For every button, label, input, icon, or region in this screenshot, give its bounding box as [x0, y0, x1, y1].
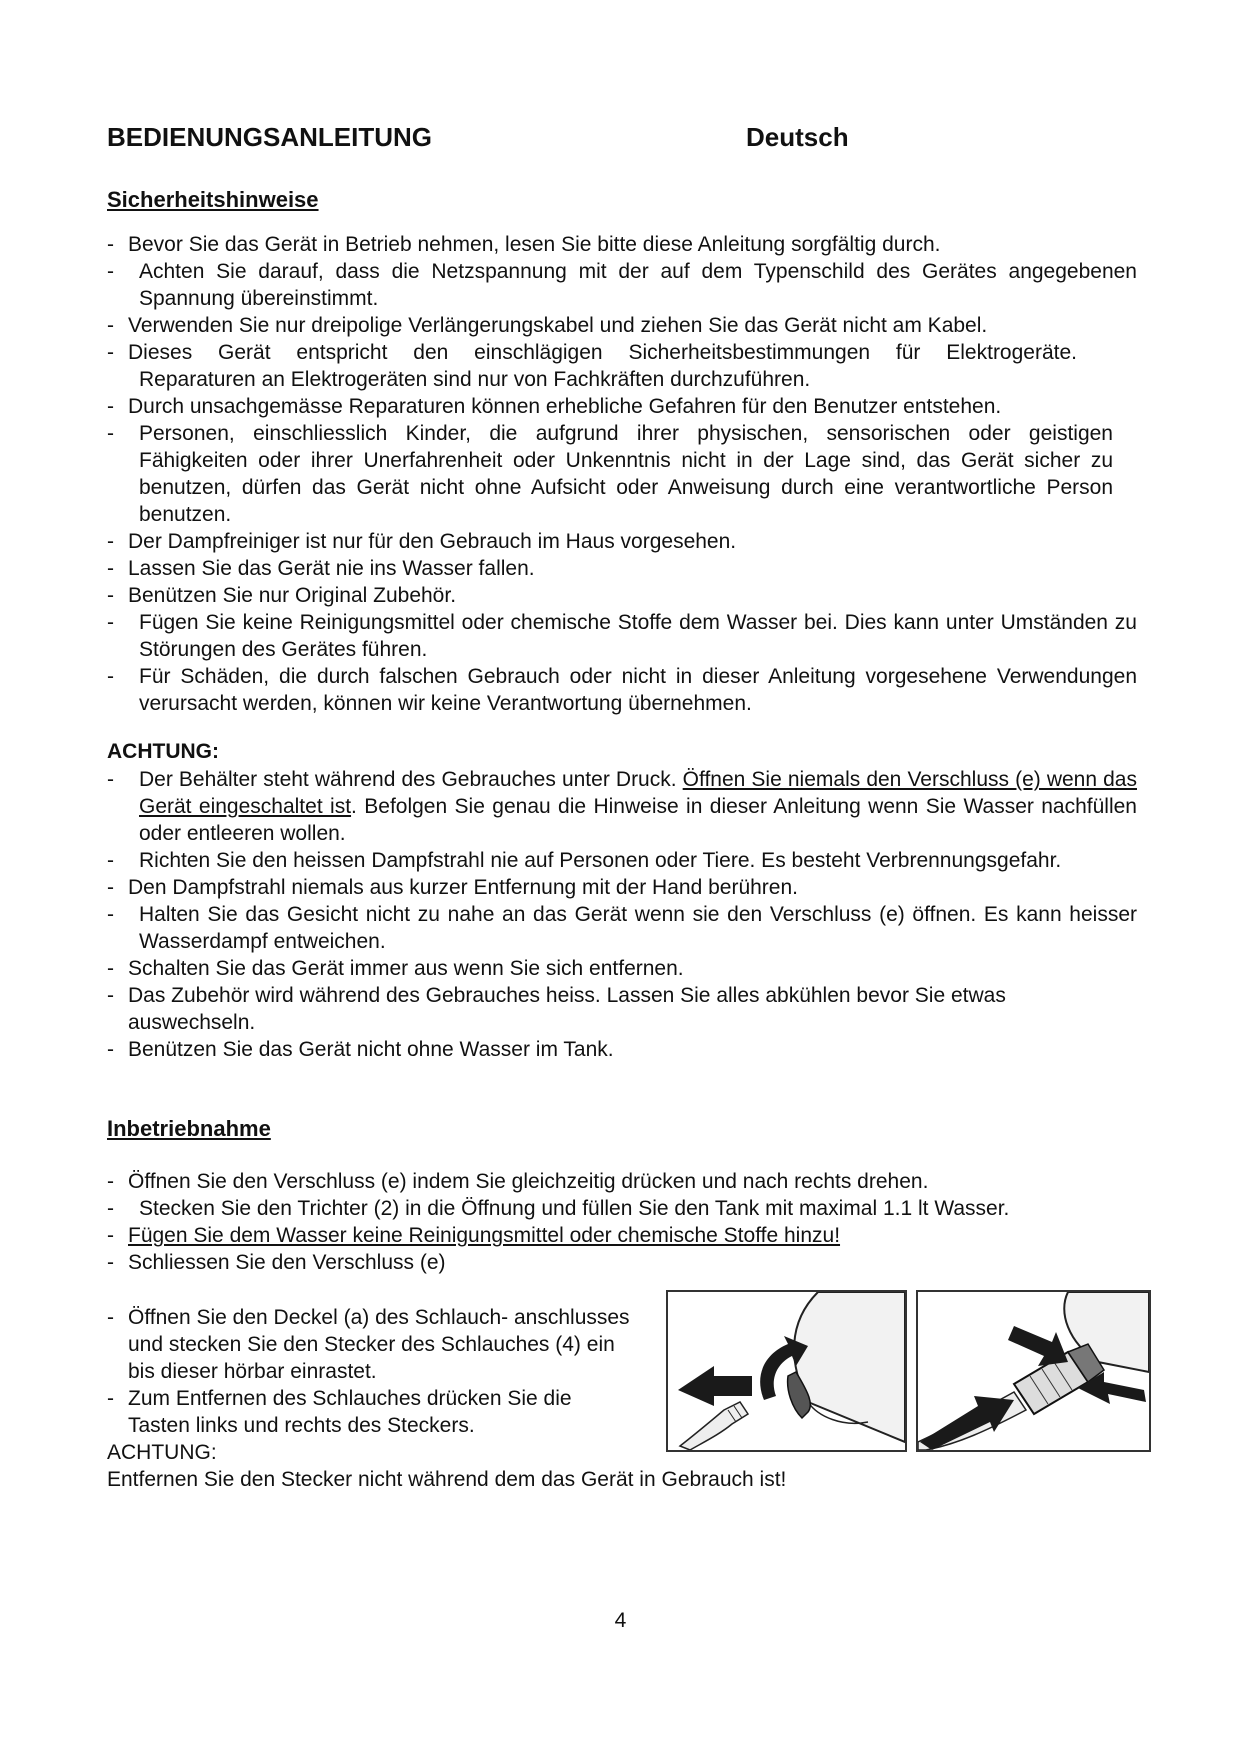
hose-list — [107, 1304, 637, 1439]
underlined-warning: Öffnen Sie niemals den Verschluss (e) wenn das Gerät eingeschaltet ist — [139, 768, 1137, 818]
list-item: - Den Dampfstrahl niemals aus kurzer Entfernung mit der Hand berühren. — [107, 876, 798, 899]
language-label: Deutsch — [746, 122, 849, 152]
hose-remove-drawing — [918, 1292, 1149, 1450]
setup-section-title: Inbetriebnahme — [107, 1116, 271, 1141]
list-item: - Stecken Sie den Trichter (2) in die Öffnung und füllen Sie den Tank mit maximal 1.1 lt Wasser. — [107, 1197, 1010, 1220]
list-item: - Zum Entfernen des Schlauches drücken Sie die Tasten links und rechts des Steckers. — [107, 1387, 572, 1437]
list-item: - Der Dampfreiniger ist nur für den Gebrauch im Haus vorgesehen. — [107, 530, 737, 553]
list-item: - Achten Sie darauf, dass die Netzspannung mit der auf dem Typenschild des Gerätes angegebenen Spannung übereinstimmt. — [107, 260, 1137, 310]
list-item: - Personen, einschliesslich Kinder, die aufgrund ihrer physischen, sensorischen oder geistigen Fähigkeiten oder ihrer Unerfahrenheit oder Unkenntnis nicht in der Lage sind, das Gerät sicher zu benutzen, dürfen das Gerät nicht ohne Aufsicht oder Anweisung durch eine verantwortliche Person benutzen. — [107, 422, 1113, 526]
list-item: - Schliessen Sie den Verschluss (e) — [107, 1251, 446, 1274]
list-item: - Dieses Gerät entspricht den einschlägigen Sicherheitsbestimmungen für Elektrogeräte. — [107, 341, 1077, 364]
list-item: - Für Schäden, die durch falschen Gebrauch oder nicht in dieser Anleitung vorgesehene Verwendungen verursacht werden, können wir keine Verantwortung übernehmen. — [107, 665, 1137, 715]
hose-insert-illustration — [666, 1290, 907, 1452]
warning-title: ACHTUNG: — [107, 740, 219, 763]
list-item: - Öffnen Sie den Deckel (a) des Schlauch- anschlusses und stecken Sie den Stecker des Schlauches (4) ein bis dieser hörbar einrastet. — [107, 1306, 630, 1383]
list-item: - Richten Sie den heissen Dampfstrahl nie auf Personen oder Tiere. Es besteht Verbrennungsgefahr. — [107, 849, 1062, 872]
list-item: - Fügen Sie dem Wasser keine Reinigungsmittel oder chemische Stoffe hinzu! — [107, 1224, 841, 1247]
list-item: - Lassen Sie das Gerät nie ins Wasser fallen. — [107, 557, 535, 580]
list-item: - Durch unsachgemässe Reparaturen können erhebliche Gefahren für den Benutzer entstehen. — [107, 395, 1002, 418]
safety-section-title: Sicherheitshinweise — [107, 187, 319, 212]
hose-note-text: Entfernen Sie den Stecker nicht während dem das Gerät in Gebrauch ist! — [107, 1468, 787, 1491]
safety-list — [107, 231, 1137, 717]
page-number: 4 — [614, 1609, 627, 1632]
list-item: - Benützen Sie das Gerät nicht ohne Wasser im Tank. — [107, 1038, 614, 1061]
list-item: - Verwenden Sie nur dreipolige Verlängerungskabel und ziehen Sie das Gerät nicht am Kabel. — [107, 314, 988, 337]
list-item: - Öffnen Sie den Verschluss (e) indem Sie gleichzeitig drücken und nach rechts drehen. — [107, 1170, 929, 1193]
hose-note-title: ACHTUNG: — [107, 1441, 217, 1464]
list-item: - Benützen Sie nur Original Zubehör. — [107, 584, 457, 607]
list-item: - Halten Sie das Gesicht nicht zu nahe an das Gerät wenn sie den Verschluss (e) öffnen. Es kann heisser Wasserdampf entweichen. — [107, 903, 1137, 953]
list-item: - Schalten Sie das Gerät immer aus wenn Sie sich entfernen. — [107, 957, 684, 980]
manual-title: BEDIENUNGSANLEITUNG — [107, 122, 433, 152]
warning-list — [107, 766, 1137, 1063]
hose-insert-drawing — [668, 1292, 905, 1450]
list-item: - Der Behälter steht während des Gebrauches unter Druck. Öffnen Sie niemals den Verschluss (e) wenn das Gerät eingeschaltet ist. Befolgen Sie genau die Hinweise in dieser Anleitung wenn Sie Wasser nachfüllen oder entleeren wollen. — [107, 768, 1137, 845]
list-item-continuation: Reparaturen an Elektrogeräten sind nur von Fachkräften durchzuführen. — [139, 368, 811, 391]
hose-remove-illustration — [916, 1290, 1151, 1452]
list-item: - Fügen Sie keine Reinigungsmittel oder chemische Stoffe dem Wasser bei. Dies kann unter Umständen zu Störungen des Gerätes führen. — [107, 611, 1137, 661]
list-item: - Bevor Sie das Gerät in Betrieb nehmen, lesen Sie bitte diese Anleitung sorgfältig durch. — [107, 233, 941, 256]
setup-list — [107, 1168, 1137, 1276]
list-item: - Das Zubehör wird während des Gebrauches heiss. Lassen Sie alles abkühlen bevor Sie etwas auswechseln. — [107, 984, 1006, 1034]
